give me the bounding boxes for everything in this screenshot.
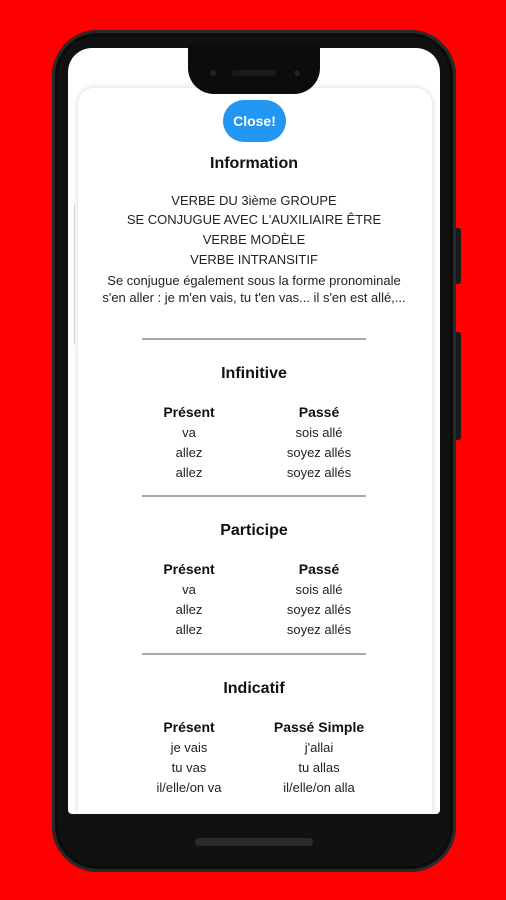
front-camera-icon [292,68,302,78]
bottom-speaker [195,838,313,846]
conjugation-cell: tu vas [171,760,207,775]
conjugation-cell: allez [175,465,203,480]
participe-title: Participe [220,522,288,539]
participe-present-column [129,558,249,640]
earpiece-speaker [232,70,276,76]
conjugation-cell: soyez allés [286,465,352,480]
conjugation-cell: il/elle/on alla [283,780,355,795]
conjugation-cell: allez [175,445,203,460]
information-title: Information [210,155,298,172]
conjugation-cell: soyez allés [286,622,352,637]
conjugation-cell: je vais [170,740,208,755]
indicatif-present-column [129,716,249,798]
conjugation-cell: il/elle/on va [156,780,222,795]
column-header: Passé Simple [273,719,365,735]
camera-notch [188,44,320,94]
conjugation-cell: soyez allés [286,445,352,460]
divider [142,495,366,497]
infinitive-title: Infinitive [221,365,287,382]
phone-bottom-bezel [68,814,440,856]
participe-passe-column [259,558,379,640]
info-line-group: VERBE DU 3ième GROUPE [171,193,337,208]
conjugation-cell: sois allé [295,582,343,597]
column-header: Présent [163,719,215,735]
column-header: Présent [163,404,215,420]
info-line-auxiliary: SE CONJUGUE AVEC L'AUXILIAIRE ÊTRE [126,212,382,227]
conjugation-cell: va [182,582,196,597]
indicatif-title: Indicatif [223,680,285,697]
indicatif-passe-simple-column [259,716,379,798]
column-header: Passé [298,404,340,420]
conjugation-cell: tu allas [298,760,340,775]
info-paragraph: Se conjugue également sous la forme pronominale s'en aller : je m'en vais, tu t'en vas... il s'en est allé,... [102,273,406,305]
conjugation-cell: soyez allés [286,602,352,617]
divider [142,338,366,340]
column-header: Présent [163,561,215,577]
conjugation-cell: j'allai [304,740,334,755]
conjugation-cell: allez [175,602,203,617]
conjugation-cell: sois allé [295,425,343,440]
column-header: Passé [298,561,340,577]
divider [142,653,366,655]
conjugation-cell: va [182,425,196,440]
background-card-edge [68,205,75,345]
info-line-model: VERBE MODÈLE [202,232,306,247]
infinitive-passe-column [259,401,379,483]
info-line-intransitive: VERBE INTRANSITIF [190,252,318,267]
conjugation-cell: allez [175,622,203,637]
infinitive-present-column [129,401,249,483]
front-camera-icon [208,68,218,78]
close-button[interactable]: Close! [223,100,286,142]
